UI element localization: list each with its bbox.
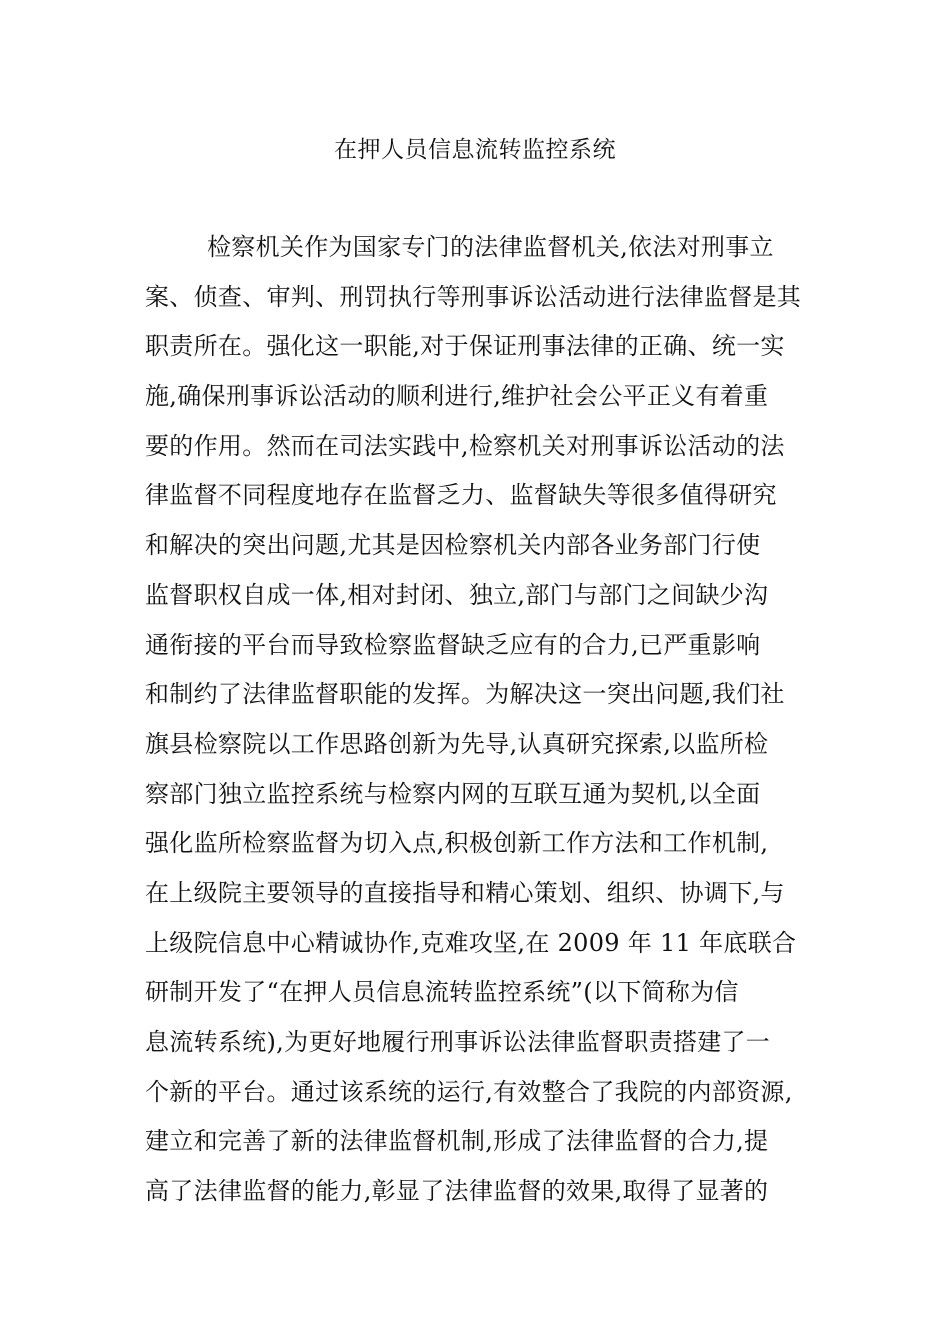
paragraph-line: 施,确保刑事诉讼活动的顺利进行,维护社会公平正义有着重: [145, 382, 769, 411]
paragraph-line: 个新的平台。通过该系统的运行,有效整合了我院的内部资源,: [145, 1077, 793, 1106]
document-title: 在押人员信息流转监控系统: [334, 137, 616, 163]
paragraph-line: 和制约了法律监督职能的发挥。为解决这一突出问题,我们社: [145, 680, 785, 709]
paragraph-line: 察部门独立监控系统与检察内网的互联互通为契机,以全面: [145, 779, 761, 808]
paragraph-line: 研制开发了“在押人员信息流转监控系统”(以下简称为信: [145, 978, 739, 1007]
paragraph-line: 高了法律监督的能力,彰显了法律监督的效果,取得了显著的: [145, 1177, 769, 1206]
paragraph-line: 在上级院主要领导的直接指导和精心策划、组织、协调下,与: [145, 878, 785, 907]
paragraph-line: 要的作用。然而在司法实践中,检察机关对刑事诉讼活动的法: [145, 431, 785, 460]
paragraph-line: 强化监所检察监督为切入点,积极创新工作方法和工作机制,: [145, 829, 769, 858]
paragraph-line: 监督职权自成一体,相对封闭、独立,部门与部门之间缺少沟: [145, 580, 769, 609]
paragraph-line: 检察机关作为国家专门的法律监督机关,依法对刑事立: [207, 233, 774, 261]
paragraph-line: 案、侦查、审判、刑罚执行等刑事诉讼活动进行法律监督是其: [145, 282, 802, 311]
document-body: [145, 229, 825, 1223]
paragraph-line: 和解决的突出问题,尤其是因检察机关内部各业务部门行使: [145, 531, 761, 560]
paragraph-line: 建立和完善了新的法律监督机制,形成了法律监督的合力,提: [145, 1127, 769, 1156]
paragraph-line: 上级院信息中心精诚协作,克难攻坚,在 2009 年 11 年底联合: [145, 928, 797, 957]
paragraph-line: 职责所在。强化这一职能,对于保证刑事法律的正确、统一实: [145, 332, 785, 361]
paragraph-line: 旗县检察院以工作思路创新为先导,认真研究探索,以监所检: [145, 729, 769, 758]
paragraph-line: 通衔接的平台而导致检察监督缺乏应有的合力,已严重影响: [145, 630, 761, 659]
paragraph-line: 息流转系统),为更好地履行刑事诉讼法律监督职责搭建了一: [145, 1028, 771, 1056]
paragraph-line: 律监督不同程度地存在监督乏力、监督缺失等很多值得研究: [145, 481, 777, 510]
